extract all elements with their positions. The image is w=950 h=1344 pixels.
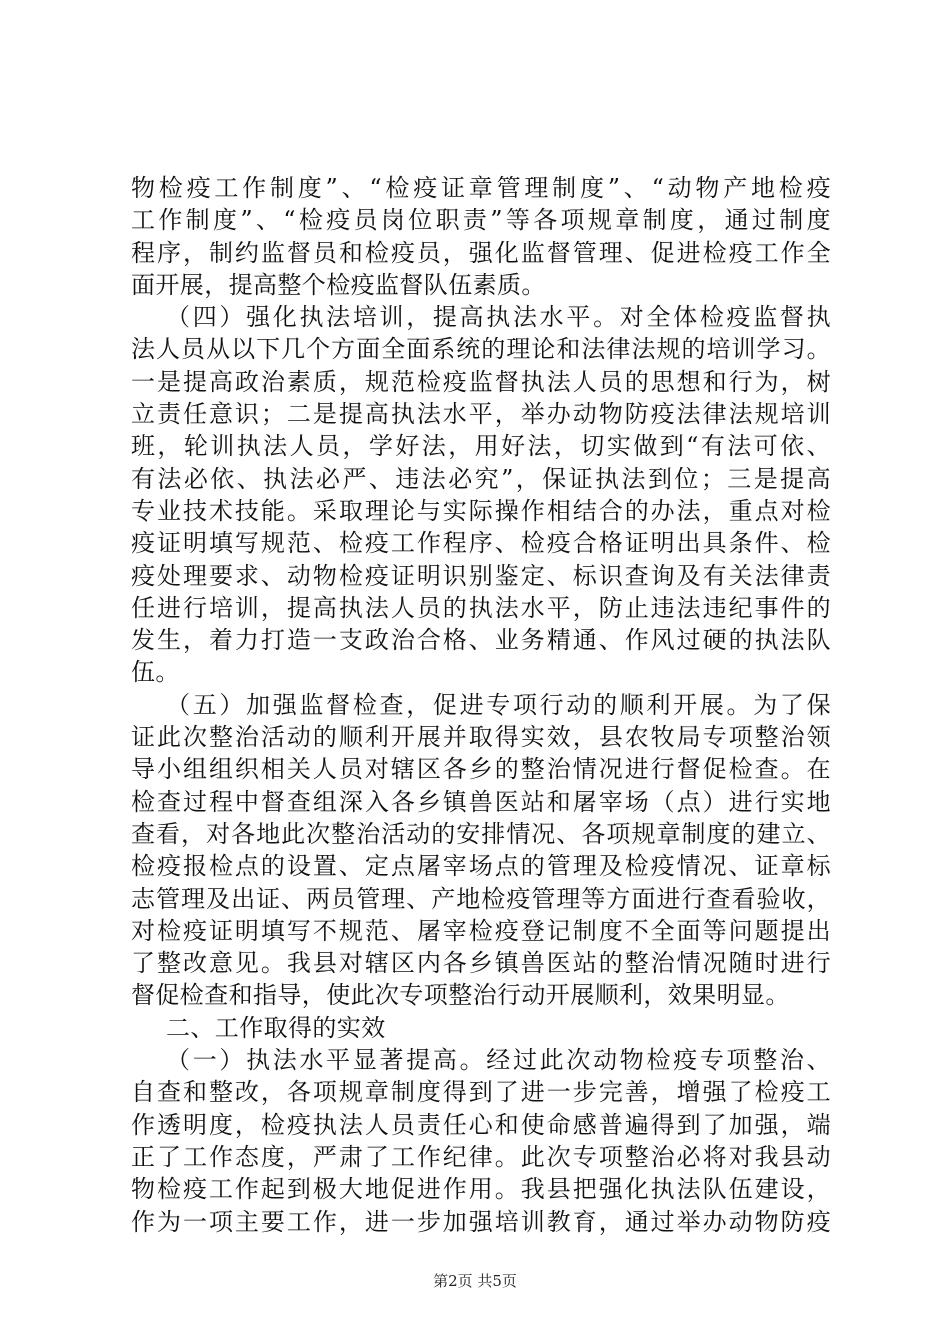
- document-body: [131, 172, 831, 1238]
- body-line: 任进行培训，提高执法人员的执法水平，防止违法违纪事件的: [131, 593, 831, 622]
- page-number-footer: 第2页 共5页: [433, 1272, 517, 1290]
- body-line: 发生，着力打造一支政治合格、业务精通、作风过硬的执法队: [131, 626, 831, 655]
- body-line: 物检疫工作制度”、“检疫证章管理制度”、“动物产地检疫: [131, 174, 831, 202]
- body-line: 物检疫工作起到极大地促进作用。我县把强化执法队伍建设，: [131, 1175, 831, 1204]
- body-line: 作透明度，检疫执法人员责任心和使命感普遍得到了加强，端: [131, 1110, 831, 1139]
- body-line: 立责任意识；二是提高执法水平，举办动物防疫法律法规培训: [131, 400, 831, 429]
- body-line: 正了工作态度，严肃了工作纪律。此次专项整治必将对我县动: [131, 1142, 831, 1171]
- body-line: 证此次整治活动的顺利开展并取得实效，县农牧局专项整治领: [131, 723, 831, 752]
- body-line: 查看，对各地此次整治活动的安排情况、各项规章制度的建立、: [131, 819, 831, 848]
- body-line: 检疫报检点的设置、定点屠宰场点的管理及检疫情况、证章标: [131, 852, 831, 881]
- body-line: 一是提高政治素质，规范检疫监督执法人员的思想和行为，树: [131, 367, 831, 396]
- body-line: 工作制度”、“检疫员岗位职责”等各项规章制度，通过制度: [131, 206, 831, 235]
- body-line: 有法必依、执法必严、违法必究”，保证执法到位；三是提高: [131, 464, 831, 493]
- section-heading-line: （五）加强监督检查，促进专项行动的顺利开展。为了保: [166, 690, 831, 719]
- body-line: 伍。: [131, 658, 180, 687]
- body-line: 了整改意见。我县对辖区内各乡镇兽医站的整治情况随时进行: [131, 949, 831, 978]
- body-line: 自查和整改，各项规章制度得到了进一步完善，增强了检疫工: [131, 1078, 831, 1107]
- section-heading-line: （一）执法水平显著提高。经过此次动物检疫专项整治、: [166, 1046, 831, 1075]
- body-line: 班，轮训执法人员，学好法，用好法，切实做到“有法可依、: [131, 432, 831, 461]
- body-line: 志管理及出证、两员管理、产地检疫管理等方面进行查看验收，: [131, 884, 831, 913]
- body-line: 作为一项主要工作，进一步加强培训教育，通过举办动物防疫: [131, 1207, 831, 1236]
- body-line: 检查过程中督查组深入各乡镇兽医站和屠宰场（点）进行实地: [131, 787, 831, 816]
- body-line: 导小组组织相关人员对辖区各乡的整治情况进行督促检查。在: [131, 755, 831, 784]
- section-title-line: 二、工作取得的实效: [166, 1013, 386, 1042]
- body-line: 对检疫证明填写不规范、屠宰检疫登记制度不全面等问题提出: [131, 916, 831, 945]
- body-line: 法人员从以下几个方面全面系统的理论和法律法规的培训学习。: [131, 335, 831, 364]
- body-line: 专业技术技能。采取理论与实际操作相结合的办法，重点对检: [131, 496, 831, 525]
- body-line: 疫处理要求、动物检疫证明识别鉴定、标识查询及有关法律责: [131, 561, 831, 590]
- section-heading-line: （四）强化执法培训，提高执法水平。对全体检疫监督执: [166, 303, 831, 332]
- body-line: 督促检查和指导，使此次专项整治行动开展顺利，效果明显。: [131, 981, 790, 1010]
- body-line: 疫证明填写规范、检疫工作程序、检疫合格证明出具条件、检: [131, 529, 831, 558]
- body-line: 面开展，提高整个检疫监督队伍素质。: [131, 270, 546, 299]
- body-line: 程序，制约监督员和检疫员，强化监督管理、促进检疫工作全: [131, 238, 831, 267]
